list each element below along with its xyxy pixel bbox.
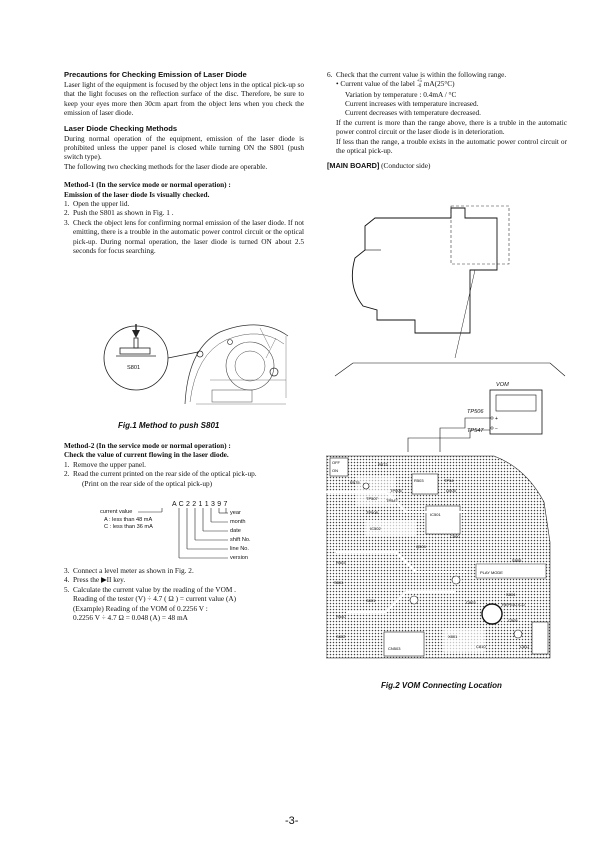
board-label: R572	[378, 462, 388, 467]
board-label: R575	[350, 480, 360, 485]
list-item: 1. Remove the upper panel.	[64, 459, 146, 469]
method1-subtitle: Emission of the laser diode Is visually checked.	[64, 189, 210, 199]
method2-steps-b-block	[64, 566, 309, 622]
board-label: TP547	[386, 498, 398, 503]
main-board-label: [MAIN BOARD]	[327, 161, 380, 171]
code-label-month: month	[230, 519, 246, 525]
tp547-label: TP547	[467, 428, 484, 434]
calc-result: 0.2256 V ÷ 4.7 Ω = 0.048 (A) = 48 mA	[73, 613, 188, 623]
board-label: S805	[512, 558, 522, 563]
board-label: C803	[466, 600, 476, 605]
board-label: S804	[506, 592, 516, 597]
board-label: TP508	[366, 510, 378, 515]
list-item: 4. Press the ▶II key.	[64, 575, 126, 585]
method1-steps	[64, 199, 304, 255]
board-label: Q504	[416, 544, 426, 549]
para-normal-operation: During normal operation of the equipment, emission of the laser diode is prohibited unless the upper panel is closed while turning ON the S801 (push switch type).	[64, 133, 304, 162]
heading-precautions: Precautions for Checking Emission of Laser Diode	[64, 70, 247, 79]
main-board-heading	[327, 161, 567, 170]
fig1-label-s801: S801	[127, 365, 141, 371]
label-code: A C 2 2 1 1 3 9 7	[172, 501, 228, 508]
list-item: 2. Read the current printed on the rear side of the optical pick-up.	[64, 469, 257, 479]
frac-top: +5	[416, 78, 422, 84]
list-item: 2. Push the S801 as shown in Fig. 1 .	[64, 208, 174, 218]
board-label: IC501	[430, 512, 441, 517]
list-item: 1. Open the upper lid.	[64, 199, 130, 209]
vom-label: VOM	[496, 382, 509, 388]
temp-decrease: Current decreases with temperature decreased.	[345, 108, 481, 118]
board-label: C811	[520, 644, 530, 649]
board-label: R503	[336, 560, 346, 565]
current-value-c: C : less than 36 mA	[104, 524, 153, 530]
conductor-side-label: (Conductor side)	[381, 161, 431, 171]
board-label: R503	[414, 478, 424, 483]
board-label: TP506	[390, 488, 402, 493]
method2-steps-b	[64, 566, 309, 594]
method2-block	[64, 441, 304, 488]
board-label: PLAY MODE	[480, 570, 503, 575]
board-label: TP507	[366, 496, 378, 501]
para-more: If the current is more than the range above, there is a truble in the automatic power control circuit or the laser diode is in deterioration.	[336, 117, 567, 137]
calc-example: (Example) Reading of the VOM of 0.2256 V :	[73, 603, 208, 613]
right-column	[327, 70, 567, 171]
tp506-label: TP506	[467, 409, 484, 415]
list-item: 6. Check that the current value is within the following range.	[327, 70, 507, 79]
para-precautions: Laser light of the equipment is focused by the object lens in the optical pick-up so that the light focuses on the reflection surface of the disc. Therefore, be sure to keep your eyes more then 30cm apart from the object lens when you check the emission of laser diode.	[64, 80, 304, 118]
code-label-line: line No.	[230, 546, 249, 552]
code-label-date: date	[230, 528, 241, 534]
unit-outline	[325, 198, 570, 384]
temp-increase: Current increases with temperature increased.	[345, 98, 479, 108]
calc-formula: Reading of the tester (V) ÷ 4.7 ( Ω ) = current value (A)	[73, 594, 237, 604]
list-item: 3. Connect a level meter as shown in Fig. 2.	[64, 566, 194, 575]
temp-variation: Variation by temperature : 0.4mA / °C	[345, 89, 457, 99]
board-label: OFF	[332, 460, 340, 465]
current-value-label: current value	[100, 509, 133, 515]
method2-steps-a	[64, 460, 304, 479]
board-label: C505	[508, 618, 518, 623]
code-label-version: version	[230, 555, 249, 561]
heading-checking-methods: Laser Diode Checking Methods	[64, 123, 178, 133]
method1-title: Method-1 (In the service mode or normal operation) :	[64, 180, 231, 190]
method2-title: Method-2 (In the service mode or normal operation) :	[64, 441, 231, 450]
code-label-year: year	[230, 510, 241, 516]
board-label: R540	[336, 614, 346, 619]
frac-bottom: -0	[417, 83, 422, 89]
board-label: C500	[450, 534, 460, 539]
current-range: • Current value of the label +5 -0 mA(25°C)	[336, 78, 455, 89]
board-label: S803	[334, 580, 344, 585]
method2-print-note: (Print on the rear side of the optical pick-up)	[82, 478, 213, 488]
svg-text:−: −	[495, 426, 498, 432]
board-label: C810	[476, 644, 486, 649]
svg-text:+: +	[495, 416, 498, 422]
board-label: CN503	[388, 646, 401, 651]
board-label: X801	[448, 634, 458, 639]
left-column	[64, 70, 304, 256]
board-label: TP54	[444, 478, 454, 483]
code-label-shift: shift No.	[230, 537, 251, 543]
main-board-image	[326, 452, 554, 665]
fig1-caption: Fig.1 Method to push S801	[118, 421, 220, 430]
current-value-a: A : less than 48 mA	[104, 517, 153, 523]
board-label: ON	[332, 468, 338, 473]
para-two-methods: The following two checking methods for the laser diode are operable.	[64, 161, 268, 171]
page-number: -3-	[285, 815, 299, 827]
list-item: 5. Calculate the current value by the reading of the VOM .	[64, 584, 236, 594]
board-label: S802	[336, 634, 346, 639]
method2-subtitle: Check the value of current flowing in the laser diode.	[64, 450, 229, 460]
step6	[327, 70, 567, 79]
para-less: If less than the range, a trouble exists in the automatic power control circuit or the optical pick-up.	[336, 136, 567, 155]
board-label: Q505	[446, 488, 456, 493]
fig2-caption: Fig.2 VOM Connecting Location	[381, 681, 502, 690]
list-item: 3. Check the object lens for confirming normal emission of the laser diode. If not emitting, there is a trouble in the automatic power control circuit or the optical pick-up. During normal operation, the laser diode is turned ON about 2.5 seconds for focus searching.	[64, 217, 304, 256]
board-label: S801	[366, 598, 376, 603]
board-label: IC502	[370, 526, 381, 531]
board-label: REPEAT/CD	[502, 602, 525, 607]
